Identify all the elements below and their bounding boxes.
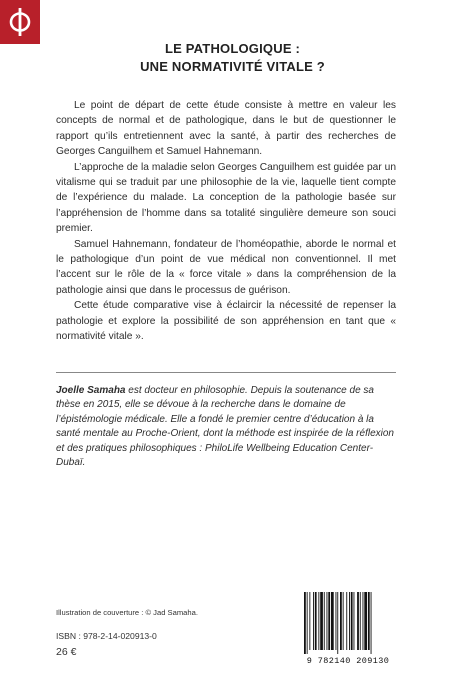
barcode-bar <box>351 592 353 650</box>
barcode-bar <box>307 592 308 654</box>
author-bio-text: est docteur en philosophie. Depuis la soutenance de sa thèse en 2015, elle se dévoue à la recherche dans le domaine de l’épistémologie médicale. Elle a fondé le premier centre d’éducation à la santé mentale au Proche-Orient, dont la méthode est inspirée de la réflexion et des pratiques philosophiques : PhiloLife Wellbeing Education Center-Dubaï. <box>56 385 394 469</box>
summary-paragraph: Samuel Hahnemann, fondateur de l’homéopathie, aborde le normal et le pathologique d’un point de vue médical non conventionnel. Il met l’accent sur le rôle de la « force vitale » dans la compréhension de la pathologie ainsi que dans le processus de guérison. <box>56 238 396 296</box>
barcode-bar <box>360 592 361 650</box>
barcode-bar <box>336 592 337 650</box>
barcode-bar <box>304 592 306 654</box>
barcode-bar <box>349 592 350 650</box>
barcode-bar <box>315 592 317 650</box>
summary-paragraph: L’approche de la maladie selon Georges Canguilhem est guidée par un vitalisme qui se traduit par une philosophie de la vie, laquelle tient compte de l’expérience du malade. La conception de la pathologie basée sur l’appréhension de l’homme dans sa totalité singulière demeure son souci premier. <box>56 161 396 235</box>
book-title <box>0 40 450 76</box>
barcode-bar <box>364 592 367 650</box>
summary-paragraph: Cette étude comparative vise à éclaircir la nécessité de repenser la pathologie et explore la possibilité de son appréhension en tant que « normativité vitale ». <box>56 300 396 343</box>
barcode-bar <box>368 592 370 650</box>
barcode-bar <box>343 592 344 650</box>
barcode-bar <box>354 592 355 650</box>
barcode-bar <box>309 592 310 650</box>
barcode-bar <box>346 592 347 650</box>
barcode-bar <box>337 592 338 654</box>
barcode-bar <box>331 592 334 650</box>
cover-credit: Illustration de couverture : © Jad Samaha. <box>56 608 198 617</box>
title-line-1: LE PATHOLOGIQUE : <box>164 41 301 56</box>
summary-paragraph: Le point de départ de cette étude consiste à mettre en valeur les concepts de normal et de pathologique, dans le but de questionner le rapport qu’ils entretiennent avec la santé, à partir des recherches de Georges Canguilhem et Samuel Hahnemann. <box>56 100 396 158</box>
summary-text <box>56 98 396 345</box>
phi-logo-icon <box>7 7 33 37</box>
barcode-bars <box>300 590 396 656</box>
isbn: ISBN : 978-2-14-020913-0 <box>56 631 157 641</box>
barcode-digits: 9 782140 209130 <box>306 656 390 666</box>
divider <box>56 372 396 373</box>
barcode-bar <box>313 592 314 650</box>
publisher-logo <box>0 0 40 44</box>
barcode-bar <box>318 592 319 650</box>
barcode-bar <box>363 592 364 650</box>
author-bio <box>56 384 396 470</box>
barcode-bar <box>320 592 323 650</box>
author-name: Joelle Samaha <box>56 385 126 396</box>
title-line-2: UNE NORMATIVITÉ VITALE ? <box>140 59 325 74</box>
barcode-bar <box>357 592 359 650</box>
barcode-bar <box>340 592 342 650</box>
barcode-bar <box>327 592 328 650</box>
barcode-bar <box>324 592 325 650</box>
barcode-bar <box>328 592 330 650</box>
barcode-bar <box>371 592 372 654</box>
price: 26 € <box>56 646 77 658</box>
barcode <box>300 590 396 668</box>
